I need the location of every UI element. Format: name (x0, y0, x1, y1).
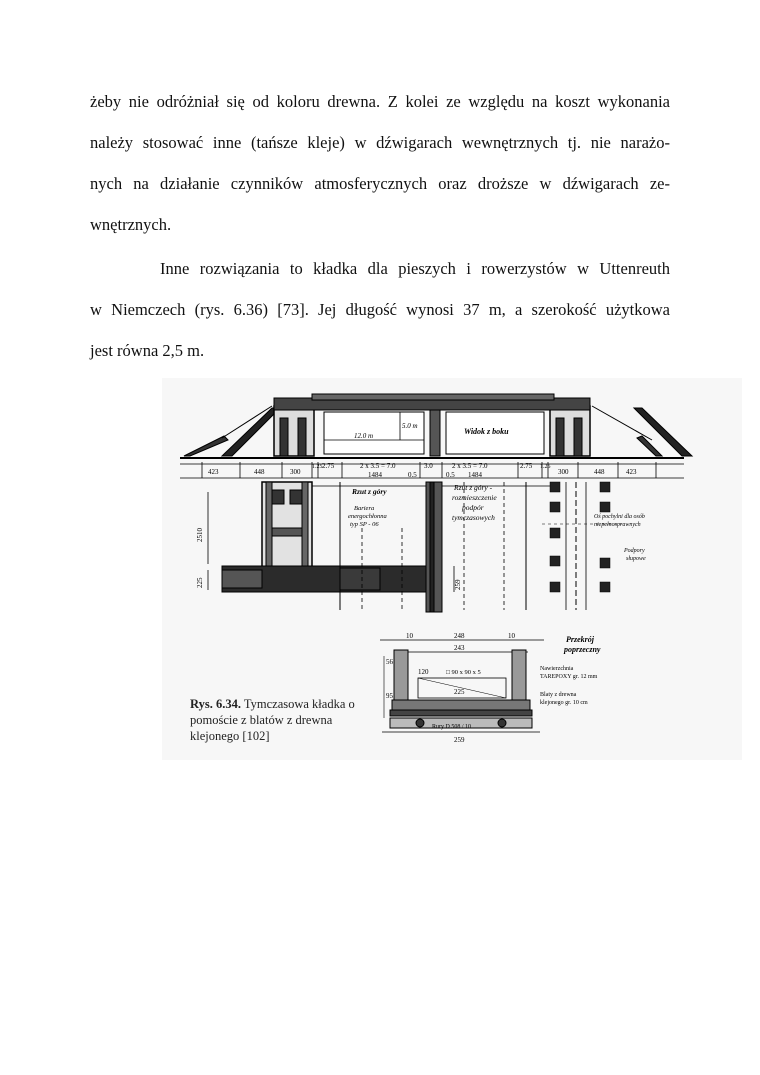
plan-top-label: Rzut z góry (352, 487, 387, 496)
section-title: poprzeczny (564, 645, 601, 654)
plan-supports-label: Rzut z góry - (454, 483, 493, 492)
section-dim: 120 (418, 668, 429, 676)
dim-label: 300 (558, 468, 569, 476)
side-view (180, 394, 692, 458)
text-line: jest równa 2,5 m. (90, 341, 205, 360)
plan-view (208, 482, 622, 612)
section-pipes-label: Rury D 508 / 10 (432, 724, 471, 730)
side-view-label: Widok z boku (464, 427, 509, 436)
dim-label: 0.5 (446, 471, 455, 479)
barrier-label: typ SP - 06 (350, 521, 379, 528)
slab-label: Blaty z drewna (540, 692, 577, 698)
plan-column-grid (550, 482, 610, 592)
section-dim: 259 (454, 736, 465, 744)
dim-label: 1484 (368, 471, 382, 479)
section-dim: 10 (406, 632, 413, 640)
ramp-axis-label: Oś pochylni dla osób (594, 514, 645, 520)
text-line: Inne rozwiązania to kładka dla pieszych i rowerzystów w Uttenreuth (160, 259, 670, 278)
dim-label: 2.75 (520, 462, 533, 470)
dim-label: 1.25 (540, 464, 551, 470)
text-line: należy stosować inne (tańsze kleje) w dźwigarach wewnętrznych tj. nie narażo- (90, 133, 670, 152)
dim-label: 225 (196, 577, 204, 588)
caption-number: Rys. 6.34. (190, 697, 241, 711)
bridge-figure (162, 378, 742, 760)
span-label: 12.0 m (354, 432, 374, 440)
section-profile-label: □ 90 x 90 x 5 (446, 669, 481, 676)
dim-label: 3.0 (424, 462, 433, 470)
section-dim: 225 (454, 688, 465, 696)
dim-label: 448 (594, 468, 605, 476)
ramp-axis-label: niepełnosprawnych (594, 522, 641, 528)
section-dim: 56 (386, 658, 393, 666)
dim-label: 0.5 (408, 471, 417, 479)
dim-label: 448 (254, 468, 265, 476)
text-line: wnętrznych. (90, 215, 172, 234)
dim-label: 2.75 (322, 462, 335, 470)
plan-supports-label: rozmieszczenie (452, 493, 497, 502)
section-dim: 248 (454, 632, 465, 640)
section-title: Przekrój (566, 635, 594, 644)
section-dim: 243 (454, 644, 465, 652)
column-label: słupowe (626, 556, 646, 562)
barrier-label: Bariera (354, 505, 375, 512)
surface-label: TAREPOXY gr. 12 mm (540, 674, 598, 680)
dim-label: 1484 (468, 471, 482, 479)
dim-label: 2 x 3.5 = 7.0 (452, 462, 488, 470)
surface-label: Nawierzchnia (540, 666, 574, 672)
text-line: nych na działanie czynników atmosferycznych oraz droższe w dźwigarach ze- (90, 174, 670, 193)
caption-text: Tymczasowa kładka o pomoście z blatów z drewna klejonego [102] (190, 697, 355, 743)
dim-label: 259 (454, 579, 462, 590)
dim-label: 300 (290, 468, 301, 476)
figure-caption (190, 696, 380, 744)
cross-section (380, 640, 544, 732)
dim-label: 2 x 3.5 = 7.0 (360, 462, 396, 470)
section-dim: 10 (508, 632, 515, 640)
text-line: żeby nie odróżniał się od koloru drewna. Z kolei ze względu na koszt wykonania (90, 92, 670, 111)
barrier-label: energochłonna (348, 513, 387, 520)
dim-label: 423 (208, 468, 219, 476)
slab-label: klejonego gr. 10 cm (540, 700, 588, 706)
dim-label: 1.25 (312, 464, 323, 470)
column-label: Podpory (624, 548, 645, 554)
height-label: 5.0 m (402, 422, 418, 430)
dimension-labels (208, 462, 637, 479)
plan-supports-label: podpór (462, 503, 484, 512)
text-line: w Niemczech (rys. 6.36) [73]. Jej długość wynosi 37 m, a szerokość użytkowa (90, 300, 670, 319)
section-dim: 95 (386, 692, 393, 700)
dim-label: 423 (626, 468, 637, 476)
plan-supports-label: tymczasowych (452, 513, 495, 522)
dim-label: 2510 (196, 528, 204, 542)
